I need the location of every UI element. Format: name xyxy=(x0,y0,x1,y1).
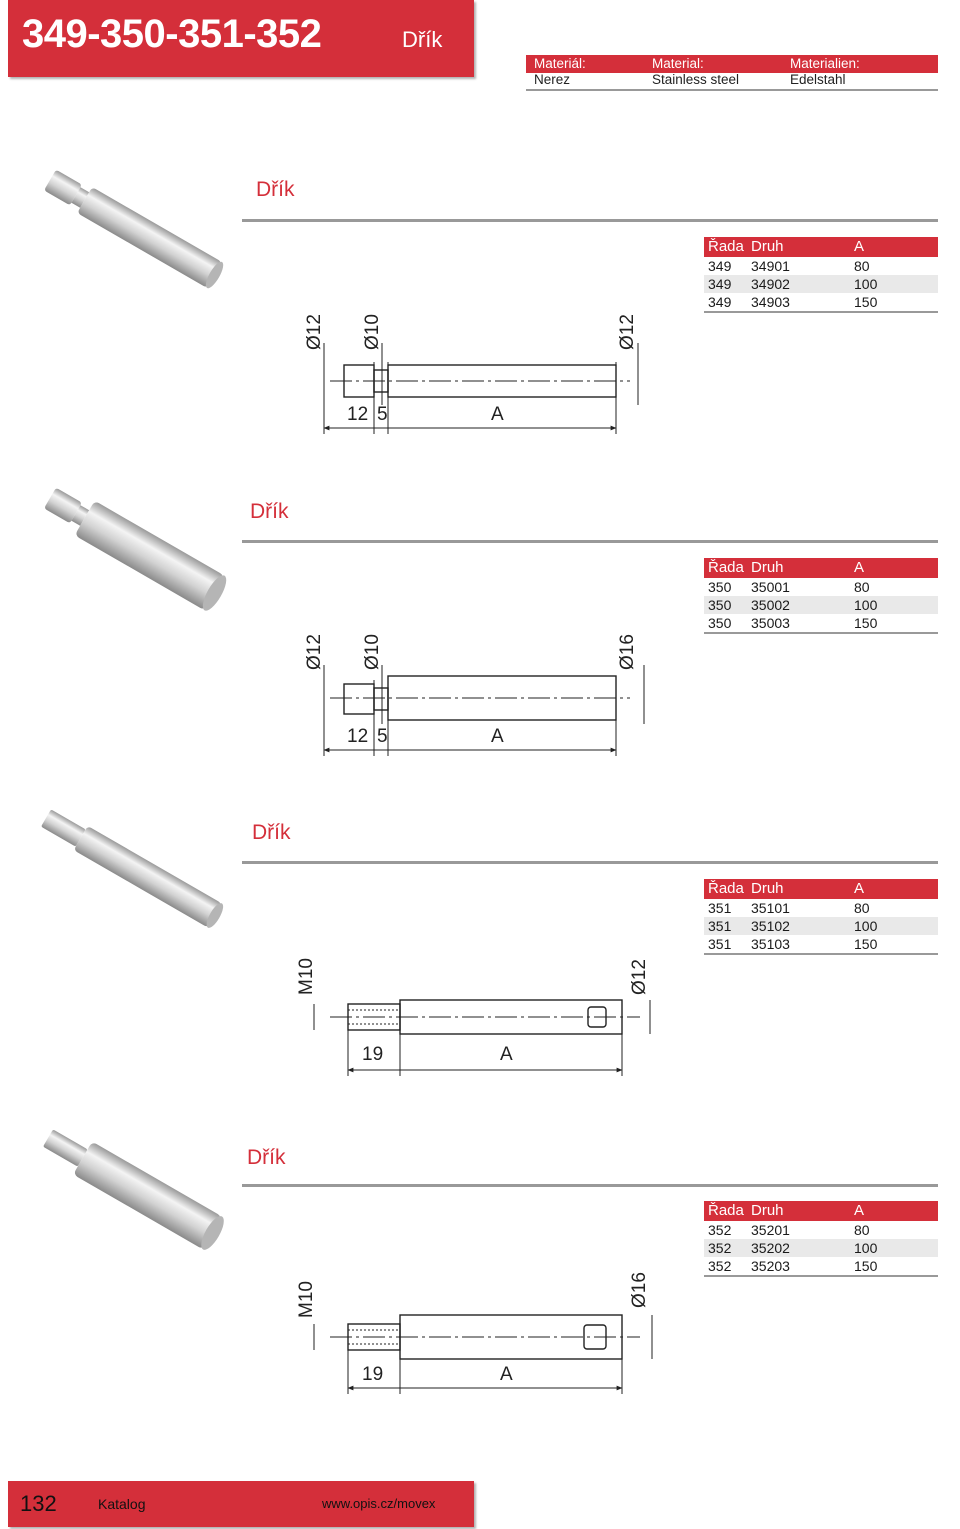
page-number: 132 xyxy=(20,1491,57,1516)
product-name: Dřík xyxy=(402,27,443,52)
section-title: Dřík xyxy=(252,821,291,844)
material-label-cz: Materiál: xyxy=(534,56,586,71)
dim-label: Ø12 xyxy=(304,314,325,350)
table-row: 352 35202 100 xyxy=(704,1239,938,1257)
product-photo xyxy=(39,806,226,930)
dim-label: A xyxy=(491,404,504,425)
material-value-en: Stainless steel xyxy=(652,72,740,87)
table-row: 350 35003 150 xyxy=(704,614,938,632)
material-value-de: Edelstahl xyxy=(790,72,846,87)
dim-label: Ø16 xyxy=(617,634,638,670)
table-header-row: Řada Druh A xyxy=(704,879,938,899)
table-row: 351 35103 150 xyxy=(704,935,938,953)
material-label-en: Material: xyxy=(652,56,704,71)
dim-label: M10 xyxy=(296,958,317,995)
table-row: 351 35102 100 xyxy=(704,917,938,935)
table-header-row: Řada Druh A xyxy=(704,237,938,257)
technical-drawing xyxy=(324,665,644,756)
table-row: 350 35001 80 xyxy=(704,578,938,596)
catalog-label: Katalog xyxy=(98,1496,146,1512)
dim-label: 12 xyxy=(347,404,369,425)
dim-label: A xyxy=(491,726,504,747)
table-row: 349 34901 80 xyxy=(704,257,938,275)
dim-label: 19 xyxy=(362,1364,384,1385)
material-label-de: Materialien: xyxy=(790,56,860,71)
section-title: Dřík xyxy=(250,500,289,523)
dim-label: Ø12 xyxy=(304,634,325,670)
product-photo xyxy=(39,1122,229,1253)
table-header-row: Řada Druh A xyxy=(704,558,938,578)
table-row: 352 35201 80 xyxy=(704,1221,938,1239)
section-title: Dřík xyxy=(247,1146,286,1169)
section-title: Dřík xyxy=(256,178,295,201)
page-footer xyxy=(8,1481,474,1527)
dim-label: Ø10 xyxy=(362,314,383,350)
dim-label: M10 xyxy=(296,1281,317,1318)
dim-label: Ø10 xyxy=(362,634,383,670)
table-header-row: Řada Druh A xyxy=(704,1201,938,1221)
dim-label: Ø12 xyxy=(629,959,650,995)
material-value-cz: Nerez xyxy=(534,72,571,87)
dim-label: A xyxy=(500,1364,513,1385)
dim-label: 5 xyxy=(377,404,388,425)
website-link[interactable]: www.opis.cz/movex xyxy=(322,1496,436,1511)
dim-label: 5 xyxy=(377,726,388,747)
table-row: 350 35002 100 xyxy=(704,596,938,614)
dim-label: 19 xyxy=(362,1044,384,1065)
dim-label: Ø12 xyxy=(617,314,638,350)
dim-label: 12 xyxy=(347,726,369,747)
dim-label: Ø16 xyxy=(629,1272,650,1308)
dim-label: A xyxy=(500,1044,513,1065)
table-row: 349 34902 100 xyxy=(704,275,938,293)
table-row: 352 35203 150 xyxy=(704,1257,938,1275)
product-codes: 349-350-351-352 xyxy=(22,12,322,56)
technical-drawing xyxy=(324,343,638,434)
product-photo xyxy=(43,167,227,290)
table-row: 351 35101 80 xyxy=(704,899,938,917)
table-row: 349 34903 150 xyxy=(704,293,938,311)
product-photo xyxy=(40,481,231,614)
